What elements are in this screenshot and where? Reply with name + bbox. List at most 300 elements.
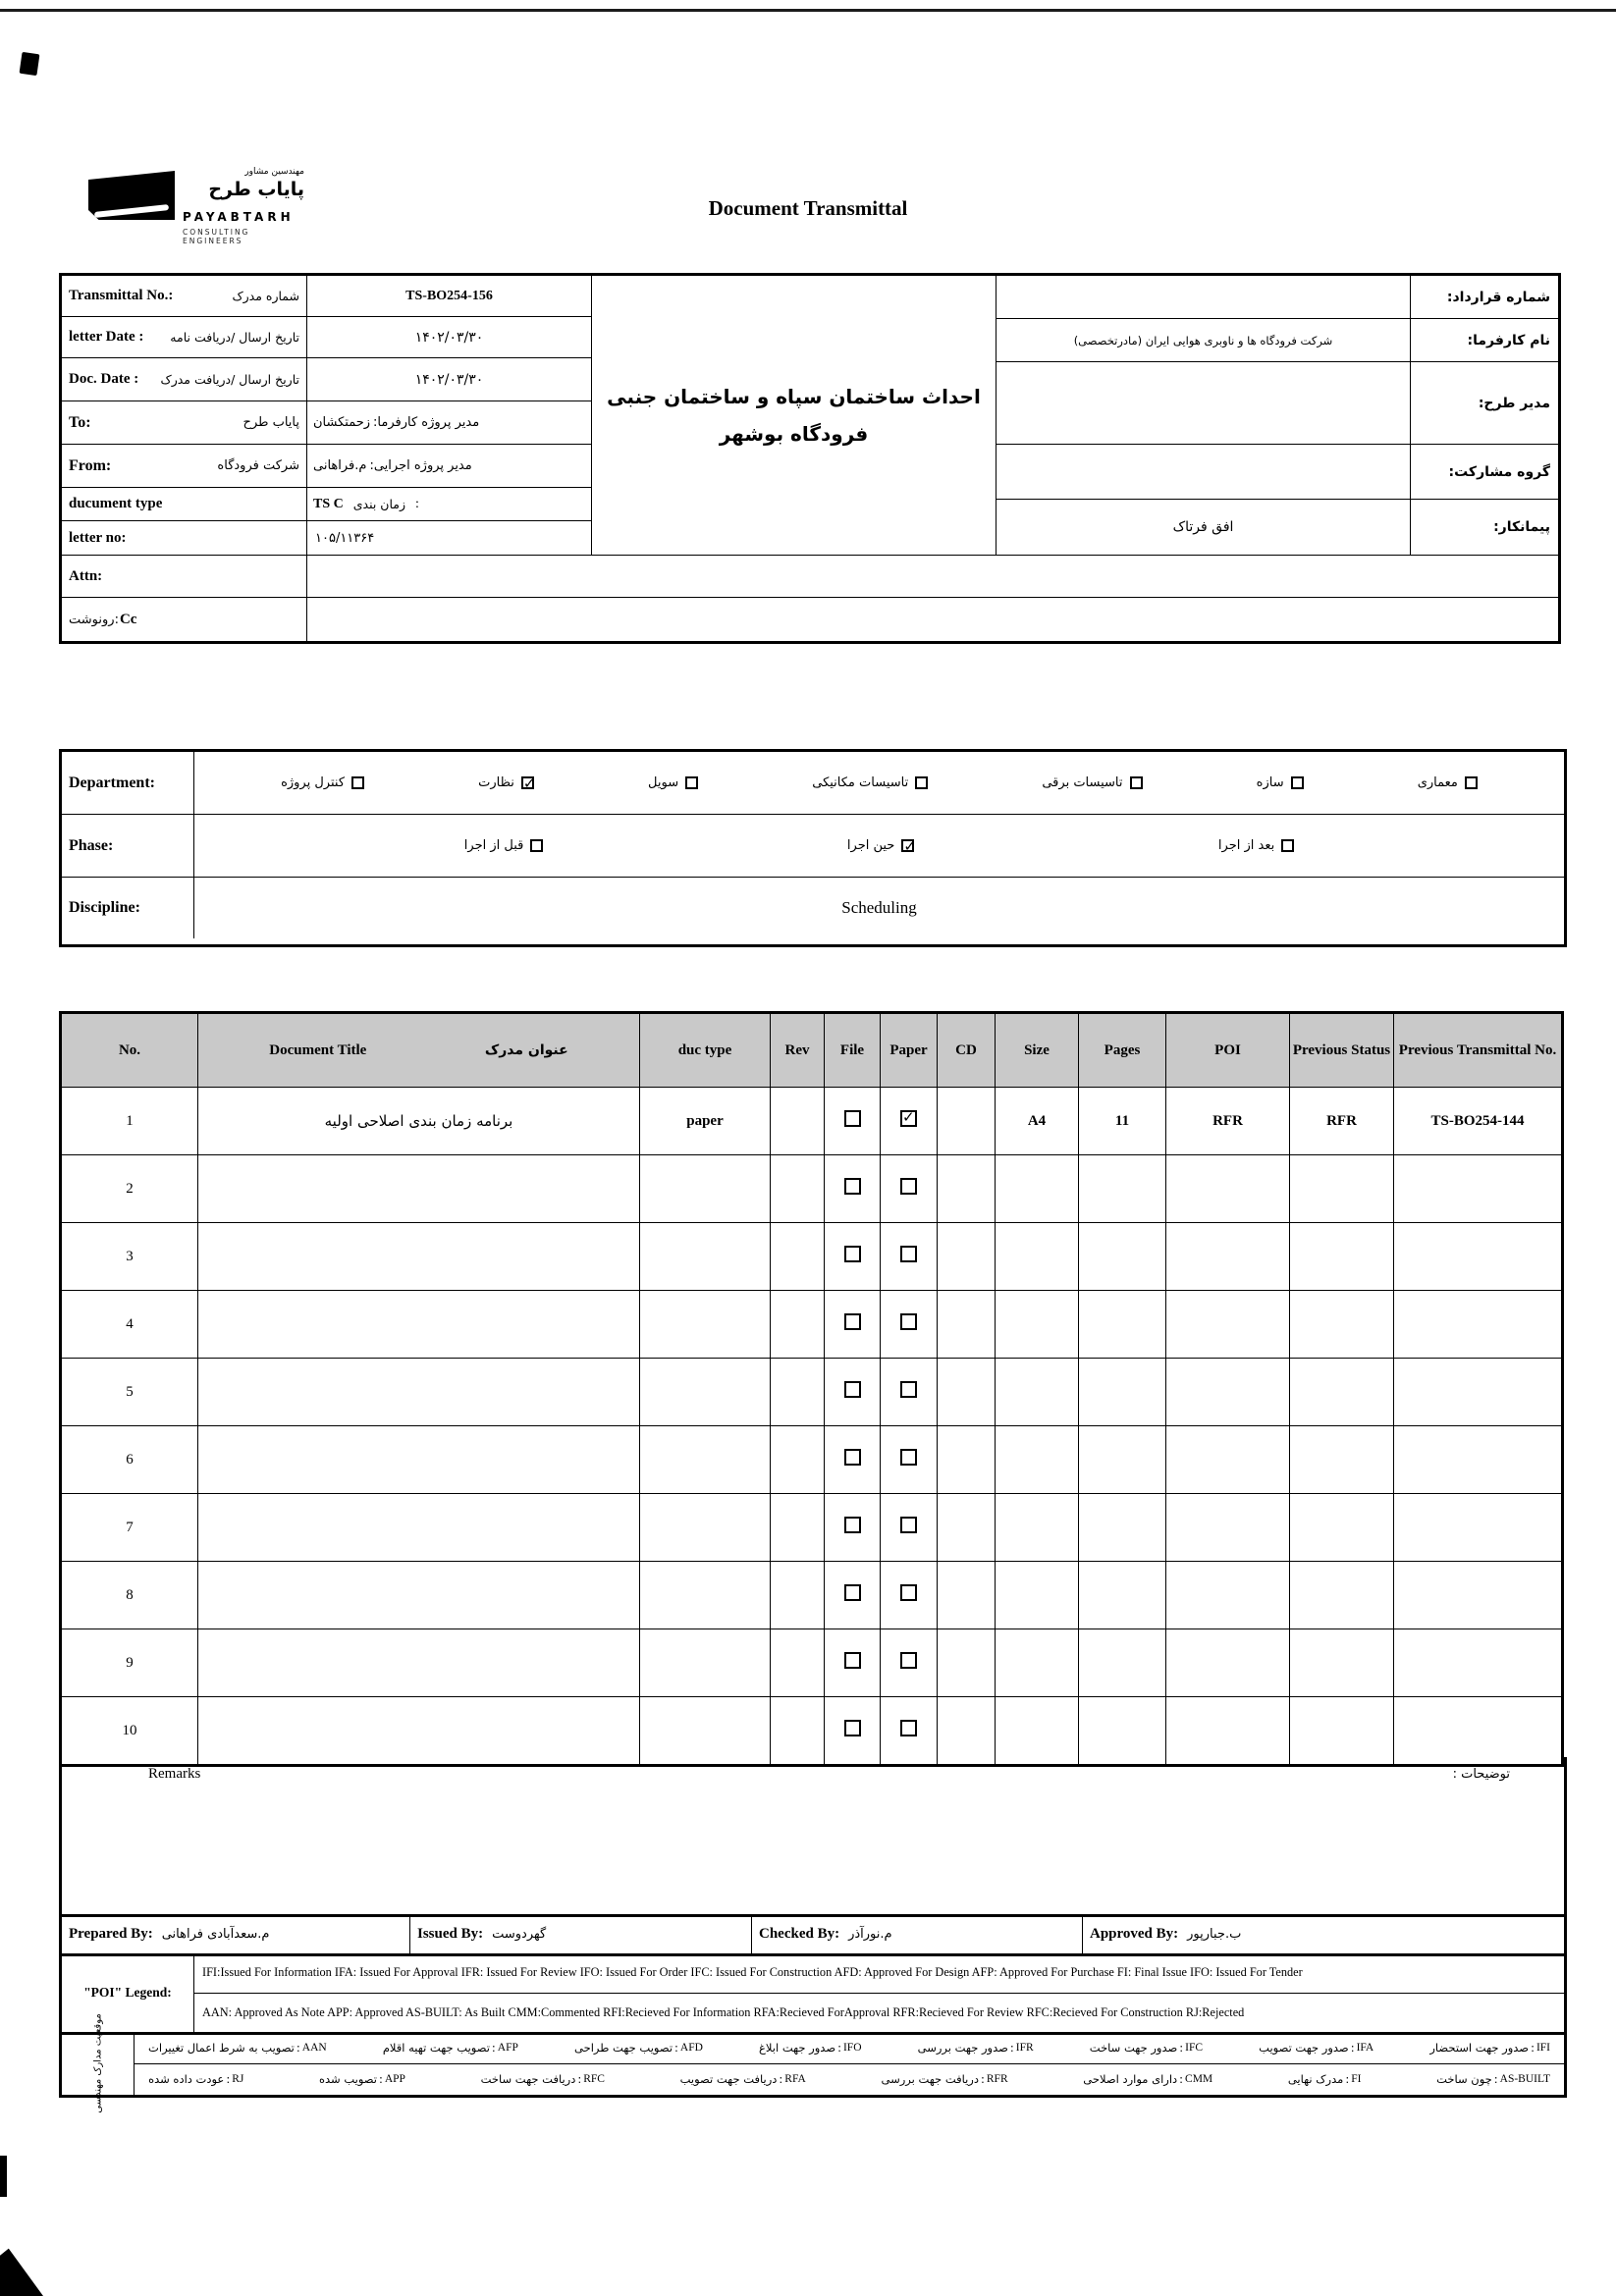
file-checkbox[interactable]	[844, 1313, 861, 1330]
letter-no-row	[62, 521, 591, 555]
cell-rev	[771, 1155, 825, 1223]
cell-prev-transmittal	[1394, 1223, 1563, 1291]
header-size: Size	[996, 1013, 1079, 1088]
cell-poi	[1166, 1359, 1290, 1426]
cc-value-cell	[307, 598, 1558, 641]
department-option-label: سویل	[648, 775, 679, 790]
paper-checkbox[interactable]	[900, 1381, 917, 1398]
design-manager-label: مدیر طرح:	[1478, 395, 1550, 411]
legend-item: AFD : تصویب جهت طراحی	[574, 2040, 703, 2055]
cell-prev-transmittal	[1394, 1155, 1563, 1223]
cc-label-fa: رونوشت:	[69, 612, 119, 627]
to-label: To:	[69, 413, 91, 431]
remarks-label: Remarks	[148, 1766, 201, 1782]
checked-by-cell	[752, 1914, 1083, 1953]
cc-row	[62, 598, 1558, 641]
cell-cd	[938, 1223, 996, 1291]
prepared-by-cell	[62, 1914, 410, 1953]
legend-item: IFR : صدور جهت بررسی	[917, 2040, 1034, 2055]
doc-date-value: ۱۴۰۲/۰۳/۳۰	[414, 371, 484, 388]
cell-file	[825, 1291, 881, 1359]
cell-poi: RFR	[1166, 1088, 1290, 1155]
department-option-label: نظارت	[478, 775, 514, 790]
cell-file	[825, 1359, 881, 1426]
cell-prev-transmittal: TS-BO254-144	[1394, 1088, 1563, 1155]
cell-no: 3	[61, 1223, 198, 1291]
cell-rev	[771, 1494, 825, 1562]
transmittal-no-label-en: Transmittal No.:	[69, 288, 174, 303]
department-option-4	[812, 775, 928, 790]
cell-rev	[771, 1223, 825, 1291]
document-type-colon: :	[415, 496, 419, 511]
cell-file	[825, 1697, 881, 1766]
documents-table-body	[61, 1088, 1563, 1766]
poi-legend-line1: IFI:Issued For Information IFA: Issued For Approval IFR: Issued For Review IFO: Issued For Order IFC: Issued For Construction AFD: Approved For Design AFP: Approved For Purchase FI: Final Issue IFO: Issued For Tender	[194, 1953, 1564, 1994]
cell-prev-status	[1290, 1223, 1394, 1291]
department-checkbox[interactable]	[351, 776, 364, 789]
cell-duc-type	[640, 1629, 771, 1697]
documents-table	[59, 1011, 1564, 1767]
cell-poi	[1166, 1155, 1290, 1223]
phase-options	[194, 815, 1564, 877]
legend-item: FI : مدرک نهایی	[1287, 2072, 1362, 2087]
cell-prev-status	[1290, 1359, 1394, 1426]
cell-prev-status	[1290, 1426, 1394, 1494]
department-option-3	[648, 775, 698, 790]
phase-option-label: قبل از اجرا	[463, 838, 524, 853]
cell-duc-type	[640, 1697, 771, 1766]
cell-paper	[881, 1426, 938, 1494]
to-label-cell	[62, 401, 307, 444]
cell-paper	[881, 1155, 938, 1223]
contract-no-row	[997, 276, 1558, 319]
paper-checkbox[interactable]	[900, 1584, 917, 1601]
cell-size	[996, 1494, 1079, 1562]
cell-duc-type	[640, 1426, 771, 1494]
jv-row	[997, 445, 1558, 500]
cell-paper	[881, 1359, 938, 1426]
cell-cd	[938, 1155, 996, 1223]
letter-no-value: ۱۰۵/۱۱۳۶۴	[315, 530, 375, 546]
header-left-block	[62, 276, 592, 555]
cell-prev-transmittal	[1394, 1697, 1563, 1766]
cell-rev	[771, 1291, 825, 1359]
file-checkbox[interactable]	[844, 1110, 861, 1127]
attn-label-cell	[62, 556, 307, 597]
header-prev-transmittal: Previous Transmittal No.	[1394, 1013, 1563, 1088]
cell-size	[996, 1697, 1079, 1766]
cell-title: برنامه زمان بندی اصلاحی اولیه	[198, 1088, 640, 1155]
cell-poi	[1166, 1291, 1290, 1359]
paper-checkbox[interactable]	[900, 1449, 917, 1466]
issued-by-label: Issued By:	[417, 1925, 484, 1942]
cell-pages	[1079, 1223, 1166, 1291]
cell-title	[198, 1697, 640, 1766]
from-manager-value: م.فراهانی	[313, 458, 367, 473]
paper-checkbox[interactable]	[900, 1313, 917, 1330]
fa-legend-lines	[135, 2032, 1564, 2095]
cell-duc-type	[640, 1562, 771, 1629]
file-checkbox[interactable]	[844, 1720, 861, 1736]
cell-rev	[771, 1426, 825, 1494]
header-right-block	[997, 276, 1558, 555]
cell-file	[825, 1562, 881, 1629]
transmittal-no-value: TS-BO254-156	[405, 288, 493, 303]
cell-no: 8	[61, 1562, 198, 1629]
legend-item: AFP : تصویب جهت تهیه اقلام	[382, 2040, 518, 2055]
phase-checkbox[interactable]	[1281, 839, 1294, 852]
document-type-value-cell	[307, 488, 591, 520]
cell-duc-type	[640, 1494, 771, 1562]
cell-pages	[1079, 1359, 1166, 1426]
fa-legend-line1	[135, 2032, 1564, 2064]
department-option-label: تاسیسات مکانیکی	[812, 775, 909, 790]
phase-option-label: حین اجرا	[846, 838, 895, 853]
document-row	[61, 1359, 1563, 1426]
poi-legend-line2: AAN: Approved As Note APP: Approved AS-BUILT: As Built CMM:Commented RFI:Recieved For Information RFA:Recieved ForApproval RFR:Recieved For Review RFC:Recieved For Construction RJ:Rejected	[202, 2004, 1245, 2019]
cell-file	[825, 1426, 881, 1494]
cell-file	[825, 1494, 881, 1562]
transmittal-no-label-fa: شماره مدرک	[232, 289, 299, 303]
letter-date-label	[62, 317, 307, 357]
approved-by-label: Approved By:	[1090, 1925, 1179, 1942]
scan-artifact-topline	[0, 9, 1616, 12]
cell-rev	[771, 1629, 825, 1697]
to-manager-label: مدیر پروژه کارفرما:	[373, 415, 480, 430]
documents-table-header-row	[61, 1013, 1563, 1088]
cell-cd	[938, 1629, 996, 1697]
cell-cd	[938, 1697, 996, 1766]
cell-cd	[938, 1088, 996, 1155]
legend-item: APP : تصویب شده	[319, 2072, 405, 2087]
phase-checkbox[interactable]	[901, 839, 914, 852]
header-no: No.	[61, 1013, 198, 1088]
cell-no: 6	[61, 1426, 198, 1494]
document-type-row	[62, 488, 591, 521]
legend-item: IFC : صدور جهت ساخت	[1089, 2040, 1204, 2055]
discipline-row	[62, 878, 1564, 938]
header-rev: Rev	[771, 1013, 825, 1088]
scan-artifact-blob	[20, 52, 40, 76]
paper-checkbox[interactable]	[900, 1720, 917, 1736]
checked-by-name: م.نورآذر	[848, 1926, 892, 1942]
header-cd: CD	[938, 1013, 996, 1088]
department-checkbox[interactable]	[1465, 776, 1478, 789]
logo-en-name: PAYABTARH	[183, 210, 295, 224]
cell-size	[996, 1562, 1079, 1629]
document-type-code: TS C	[313, 496, 344, 511]
cell-paper	[881, 1697, 938, 1766]
department-row	[62, 752, 1564, 815]
file-checkbox[interactable]	[844, 1178, 861, 1195]
poi-legend	[59, 1953, 1567, 2035]
cell-prev-transmittal	[1394, 1426, 1563, 1494]
poi-legend-lines	[194, 1953, 1564, 2032]
department-label: Department:	[62, 752, 194, 814]
document-type-label: ducument type	[69, 496, 163, 511]
cell-file	[825, 1155, 881, 1223]
prepared-by-label: Prepared By:	[69, 1925, 153, 1942]
design-manager-value	[997, 362, 1411, 444]
contractor-row	[997, 500, 1558, 555]
jv-value	[997, 445, 1411, 499]
paper-checkbox[interactable]	[900, 1517, 917, 1533]
cell-poi	[1166, 1426, 1290, 1494]
legend-item: IFI : صدور جهت استحضار	[1429, 2040, 1550, 2055]
cell-paper	[881, 1562, 938, 1629]
checked-by-label: Checked By:	[759, 1925, 840, 1942]
department-option-1	[281, 775, 364, 790]
signature-row	[59, 1914, 1567, 1956]
paper-checkbox[interactable]	[900, 1246, 917, 1262]
fa-legend-label-cell	[62, 2013, 135, 2113]
cell-file	[825, 1629, 881, 1697]
header-title-en: Document Title	[269, 1041, 367, 1058]
cell-cd	[938, 1291, 996, 1359]
paper-checkbox[interactable]	[900, 1110, 917, 1127]
legend-item: AAN : تصویب به شرط اعمال تغییرات	[148, 2040, 327, 2055]
remarks-section	[59, 1757, 1567, 1917]
contract-no-value	[997, 276, 1411, 318]
cell-cd	[938, 1426, 996, 1494]
cell-prev-transmittal	[1394, 1359, 1563, 1426]
to-manager-cell	[307, 401, 591, 444]
cell-file	[825, 1223, 881, 1291]
cell-rev	[771, 1562, 825, 1629]
cell-rev	[771, 1088, 825, 1155]
cell-paper	[881, 1494, 938, 1562]
department-option-6	[1257, 775, 1304, 790]
cell-pages	[1079, 1494, 1166, 1562]
document-row	[61, 1629, 1563, 1697]
cell-prev-status	[1290, 1697, 1394, 1766]
cell-size: A4	[996, 1088, 1079, 1155]
letter-date-label-fa: تاریخ ارسال /دریافت نامه	[170, 330, 299, 345]
department-option-7	[1418, 775, 1478, 790]
department-checkbox[interactable]	[915, 776, 928, 789]
issued-by-name: گهردوست	[492, 1926, 547, 1942]
logo-fa-name: پایاب طرح	[208, 179, 304, 200]
department-option-2	[478, 775, 534, 790]
scan-artifact-sidebar	[0, 2156, 7, 2197]
department-option-label: سازه	[1256, 775, 1284, 790]
header-paper: Paper	[881, 1013, 938, 1088]
cell-duc-type	[640, 1155, 771, 1223]
cell-title	[198, 1155, 640, 1223]
cell-prev-status	[1290, 1155, 1394, 1223]
doc-date-label	[62, 358, 307, 400]
document-row	[61, 1088, 1563, 1155]
letter-no-label: letter no:	[69, 529, 127, 546]
cell-title	[198, 1494, 640, 1562]
legend-item: IFO : صدور جهت ابلاغ	[759, 2040, 862, 2055]
project-title-block	[592, 276, 997, 555]
department-checkbox[interactable]	[521, 776, 534, 789]
cell-prev-transmittal	[1394, 1494, 1563, 1562]
file-checkbox[interactable]	[844, 1246, 861, 1262]
cell-size	[996, 1629, 1079, 1697]
letter-date-value: ۱۴۰۲/۰۳/۳۰	[414, 329, 484, 346]
cell-prev-transmittal	[1394, 1291, 1563, 1359]
legend-item: IFA : صدور جهت تصویب	[1259, 2040, 1374, 2055]
cell-size	[996, 1359, 1079, 1426]
from-value: شرکت فرودگاه	[217, 458, 299, 473]
cell-duc-type	[640, 1223, 771, 1291]
cell-rev	[771, 1359, 825, 1426]
phase-row	[62, 815, 1564, 878]
cell-pages	[1079, 1697, 1166, 1766]
legend-item: RFR : دریافت جهت بررسی	[881, 2072, 1008, 2087]
document-type-label-cell	[62, 488, 307, 520]
transmittal-no-label	[62, 276, 307, 316]
contractor-value: افق فرتاک	[997, 500, 1411, 555]
cell-pages	[1079, 1291, 1166, 1359]
project-title-line1: احداث ساختمان سپاه و ساختمان جنبی	[607, 385, 981, 408]
phase-option-1	[464, 838, 544, 853]
fa-legend-label: موقعیت مدارک مهندسی	[92, 2013, 103, 2113]
legend-item: CMM : دارای موارد اصلاحی	[1083, 2072, 1213, 2087]
phase-option-2	[847, 838, 914, 853]
legend-item: RFA : دریافت جهت تصویب	[679, 2072, 806, 2087]
attn-label: Attn:	[69, 567, 103, 584]
header-title	[198, 1013, 640, 1088]
scan-artifact-corner	[0, 2238, 43, 2296]
cell-prev-transmittal	[1394, 1629, 1563, 1697]
legend-item: RFC : دریافت جهت ساخت	[480, 2072, 605, 2087]
department-option-label: معماری	[1417, 775, 1458, 790]
from-row	[62, 445, 591, 488]
doc-date-label-en: Doc. Date :	[69, 371, 139, 387]
cell-duc-type	[640, 1359, 771, 1426]
cell-pages	[1079, 1629, 1166, 1697]
cell-pages: 11	[1079, 1088, 1166, 1155]
cell-no: 7	[61, 1494, 198, 1562]
cell-title	[198, 1426, 640, 1494]
cell-poi	[1166, 1223, 1290, 1291]
cell-paper	[881, 1629, 938, 1697]
letter-no-label-cell	[62, 521, 307, 555]
prepared-by-name: م.سعدآبادی فراهانی	[161, 1926, 270, 1942]
cell-title	[198, 1291, 640, 1359]
paper-checkbox[interactable]	[900, 1178, 917, 1195]
phase-option-3	[1218, 838, 1294, 853]
to-value: پایاب طرح	[242, 415, 299, 430]
letter-date-row	[62, 317, 591, 358]
from-manager-cell	[307, 445, 591, 487]
doc-date-row	[62, 358, 591, 401]
file-checkbox[interactable]	[844, 1449, 861, 1466]
cell-no: 9	[61, 1629, 198, 1697]
cell-title	[198, 1629, 640, 1697]
cell-size	[996, 1426, 1079, 1494]
cell-paper	[881, 1291, 938, 1359]
file-checkbox[interactable]	[844, 1584, 861, 1601]
cell-no: 5	[61, 1359, 198, 1426]
cell-file	[825, 1088, 881, 1155]
cell-poi	[1166, 1494, 1290, 1562]
to-manager-value: زحمتکشان	[313, 415, 371, 430]
cell-no: 4	[61, 1291, 198, 1359]
cell-duc-type	[640, 1291, 771, 1359]
department-checkbox[interactable]	[685, 776, 698, 789]
phase-label: Phase:	[62, 815, 194, 877]
contract-no-label: شماره قرارداد:	[1446, 289, 1550, 305]
doc-date-label-fa: تاریخ ارسال /دریافت مدرک	[160, 372, 299, 387]
cell-no: 10	[61, 1697, 198, 1766]
document-row	[61, 1426, 1563, 1494]
cell-poi	[1166, 1629, 1290, 1697]
department-checkbox[interactable]	[1291, 776, 1304, 789]
cell-title	[198, 1223, 640, 1291]
client-value: شرکت فرودگاه ها و ناوبری هوایی ایران (مادرتخصصی)	[997, 319, 1411, 361]
cell-cd	[938, 1494, 996, 1562]
discipline-label: Discipline:	[62, 878, 194, 938]
issued-by-cell	[410, 1914, 752, 1953]
cell-cd	[938, 1562, 996, 1629]
cell-title	[198, 1359, 640, 1426]
cell-pages	[1079, 1562, 1166, 1629]
cell-prev-transmittal	[1394, 1562, 1563, 1629]
cell-prev-status	[1290, 1629, 1394, 1697]
cell-size	[996, 1155, 1079, 1223]
cell-pages	[1079, 1426, 1166, 1494]
document-row	[61, 1697, 1563, 1766]
department-option-5	[1042, 775, 1142, 790]
department-checkbox[interactable]	[1130, 776, 1143, 789]
logo-fa-tagline: مهندسین مشاور	[244, 167, 304, 177]
design-manager-row	[997, 362, 1558, 445]
legend-item: RJ : عودت داده شده	[148, 2072, 244, 2087]
from-manager-label: مدیر پروژه اجرایی:	[369, 458, 472, 473]
cell-no: 2	[61, 1155, 198, 1223]
document-row	[61, 1562, 1563, 1629]
cell-poi	[1166, 1562, 1290, 1629]
cell-prev-status	[1290, 1562, 1394, 1629]
client-label: نام کارفرما:	[1467, 332, 1550, 348]
department-options	[194, 752, 1564, 814]
file-checkbox[interactable]	[844, 1381, 861, 1398]
jv-label: گروه مشارکت:	[1448, 463, 1550, 480]
logo-en-subtitle: CONSULTING ENGINEERS	[183, 228, 250, 245]
document-type-fa: زمان بندی	[352, 497, 406, 511]
cell-prev-status: RFR	[1290, 1088, 1394, 1155]
paper-checkbox[interactable]	[900, 1652, 917, 1669]
page-title: Document Transmittal	[708, 196, 908, 220]
department-option-label: کنترل پروژه	[281, 775, 346, 790]
legend-item: AS-BUILT : چون ساخت	[1436, 2072, 1550, 2087]
client-row	[997, 319, 1558, 362]
header-prev-status: Previous Status	[1290, 1013, 1394, 1088]
header-duc-type: duc type	[640, 1013, 771, 1088]
contractor-label: پیمانکار:	[1493, 519, 1550, 535]
cell-no: 1	[61, 1088, 198, 1155]
cell-title	[198, 1562, 640, 1629]
file-checkbox[interactable]	[844, 1517, 861, 1533]
cell-paper	[881, 1088, 938, 1155]
attn-row	[62, 555, 1558, 598]
header-title-fa: عنوان مدرک	[484, 1042, 568, 1058]
cell-pages	[1079, 1155, 1166, 1223]
cell-prev-status	[1290, 1494, 1394, 1562]
letter-date-label-en: letter Date :	[69, 329, 144, 345]
cell-rev	[771, 1697, 825, 1766]
department-option-label: تاسیسات برقی	[1042, 775, 1123, 790]
phase-checkbox[interactable]	[530, 839, 543, 852]
cell-cd	[938, 1359, 996, 1426]
poi-legend-label: "POI" Legend:	[62, 1953, 194, 2032]
file-checkbox[interactable]	[844, 1652, 861, 1669]
document-row	[61, 1291, 1563, 1359]
